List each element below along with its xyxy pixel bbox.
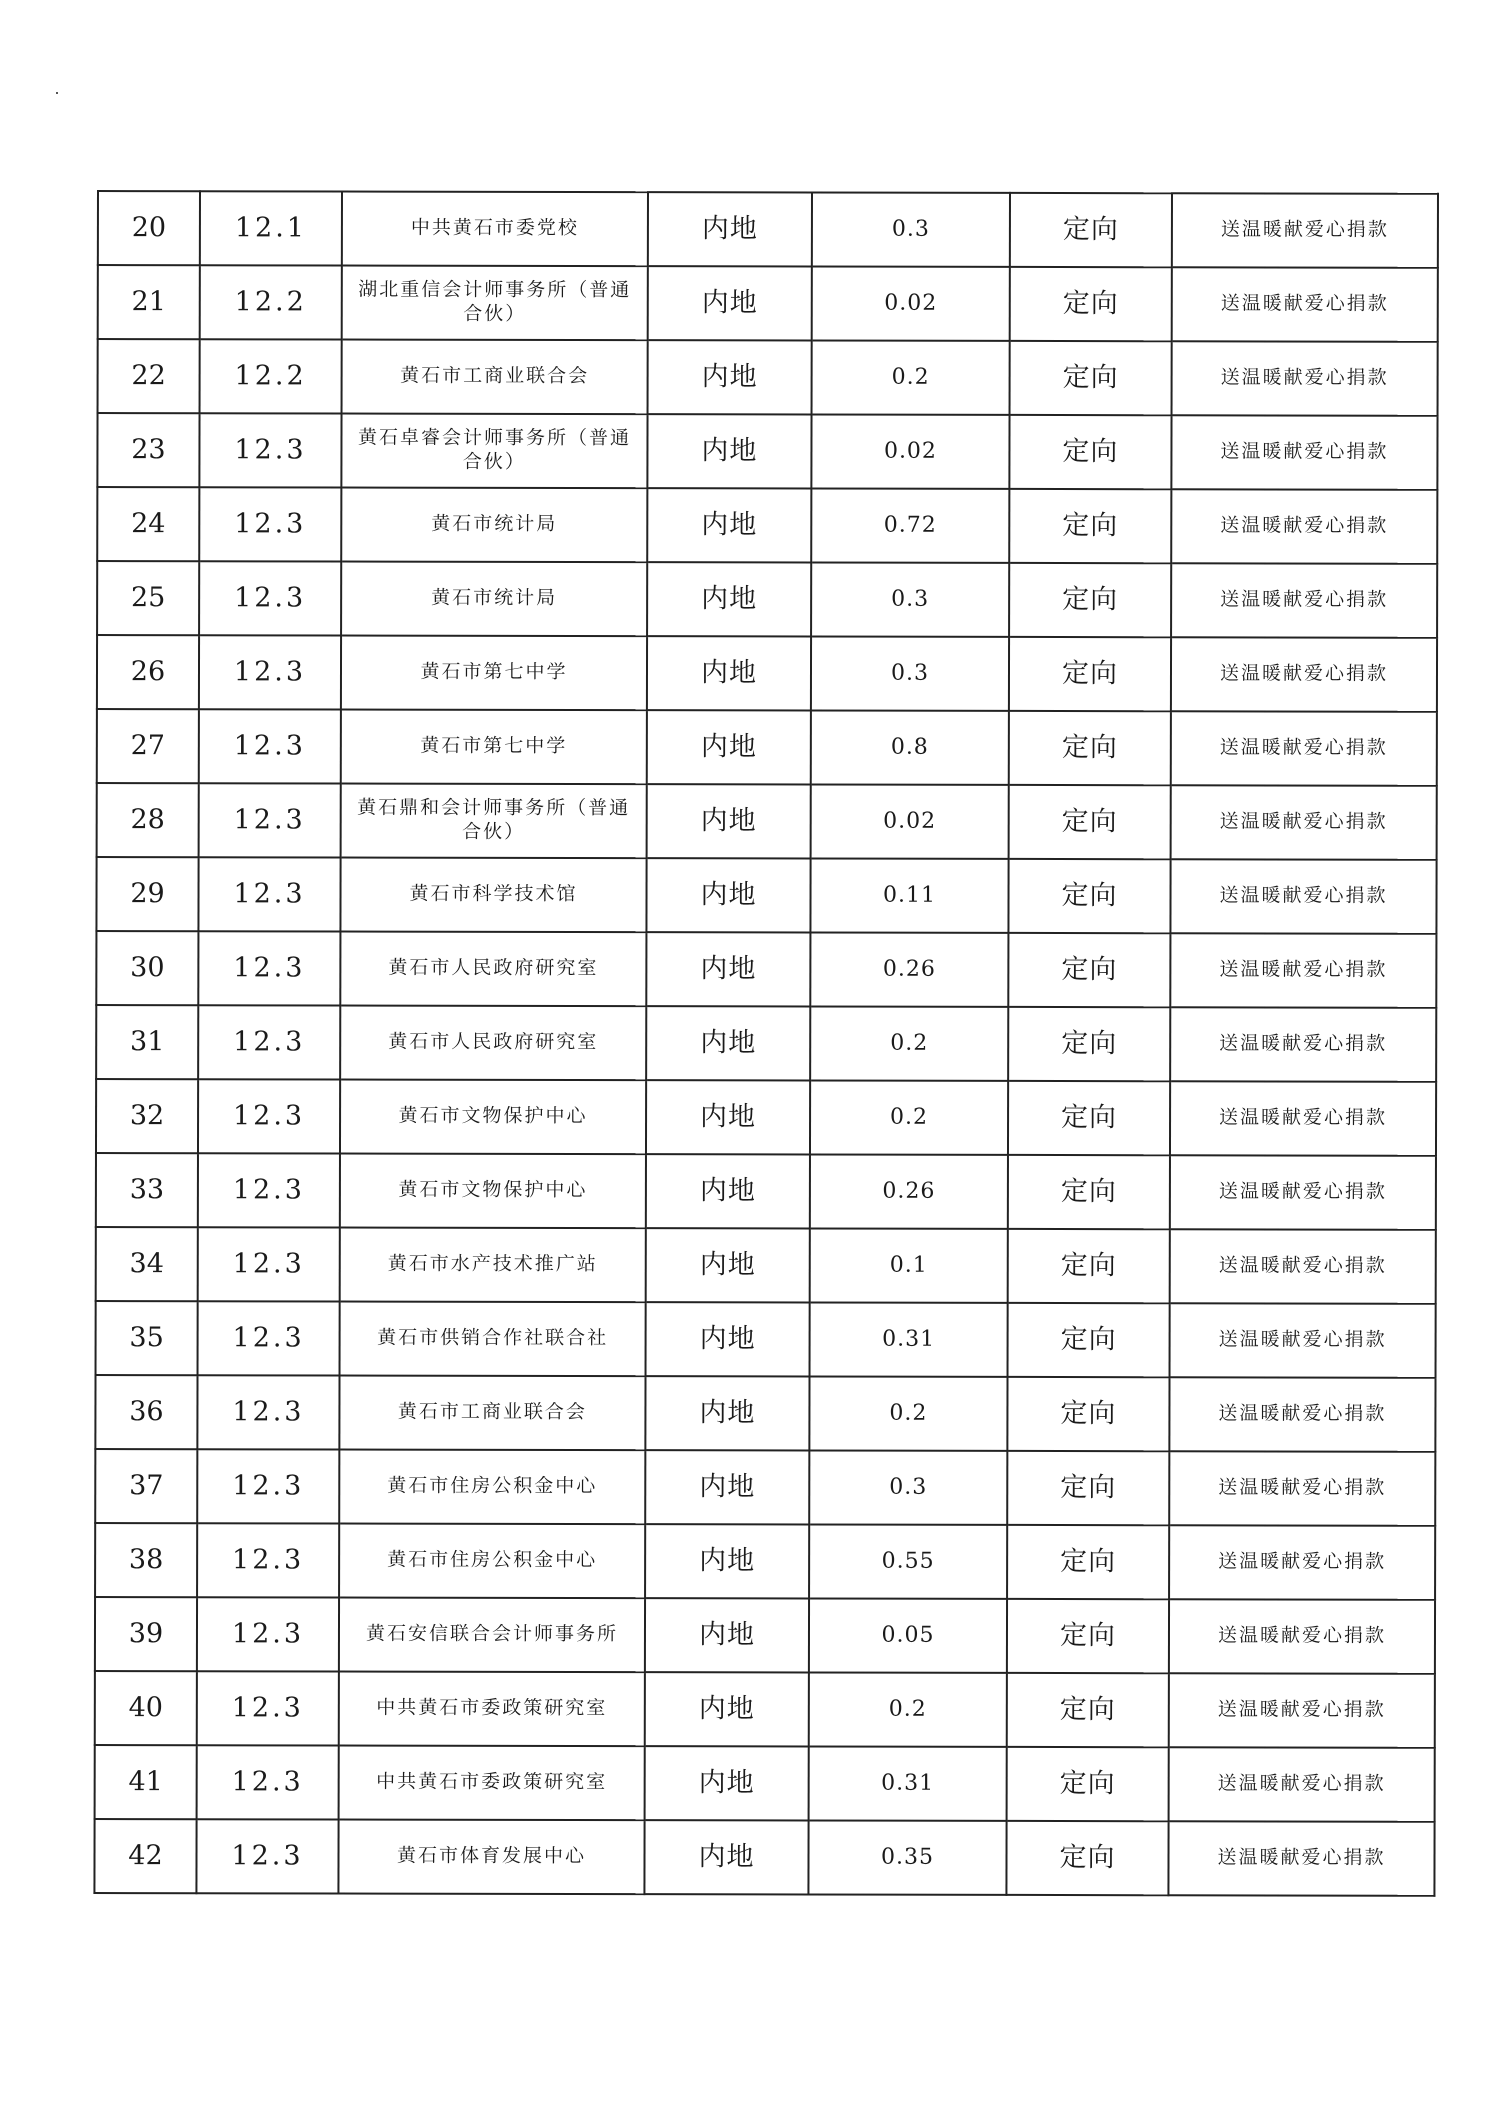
table-row xyxy=(97,709,1437,786)
scan-speck xyxy=(56,92,58,94)
donor-name: 黄石市供销合作社联合社 xyxy=(340,1302,646,1377)
donation-date: 12.3 xyxy=(199,709,341,783)
row-number: 29 xyxy=(96,857,198,931)
table-row xyxy=(96,1005,1436,1082)
donation-amount: 0.11 xyxy=(810,858,1008,932)
donor-region: 内地 xyxy=(646,1154,810,1228)
donor-name: 黄石鼎和会计师事务所（普通合伙） xyxy=(341,784,647,859)
donation-type: 定向 xyxy=(1008,1007,1170,1081)
donation-purpose: 送温暖献爱心捐款 xyxy=(1171,637,1437,712)
table-row xyxy=(94,1819,1434,1896)
donation-type: 定向 xyxy=(1008,1303,1170,1377)
table-row xyxy=(97,561,1437,638)
donor-region: 内地 xyxy=(645,1672,809,1746)
donor-name: 黄石市第七中学 xyxy=(341,710,647,785)
donation-date: 12.3 xyxy=(199,487,341,561)
donation-purpose: 送温暖献爱心捐款 xyxy=(1169,1599,1435,1674)
row-number: 35 xyxy=(96,1301,198,1375)
row-number: 22 xyxy=(98,339,200,413)
donor-region: 内地 xyxy=(646,858,810,932)
donation-type: 定向 xyxy=(1008,1081,1170,1155)
donation-type: 定向 xyxy=(1007,1525,1169,1599)
donation-amount: 0.2 xyxy=(810,1080,1008,1154)
table-row xyxy=(96,1301,1436,1378)
donation-amount: 0.3 xyxy=(809,1450,1007,1524)
donation-purpose: 送温暖献爱心捐款 xyxy=(1171,711,1437,786)
donation-amount: 0.02 xyxy=(811,414,1009,488)
donor-region: 内地 xyxy=(647,562,811,636)
donation-type: 定向 xyxy=(1009,563,1171,637)
donor-name: 黄石市科学技术馆 xyxy=(340,858,646,933)
donation-purpose: 送温暖献爱心捐款 xyxy=(1170,859,1436,934)
donor-name: 黄石卓睿会计师事务所（普通合伙） xyxy=(341,414,647,489)
donation-type: 定向 xyxy=(1008,1229,1170,1303)
donor-region: 内地 xyxy=(646,932,810,1006)
table-row xyxy=(96,1153,1436,1230)
donation-date: 12.3 xyxy=(199,561,341,635)
row-number: 32 xyxy=(96,1079,198,1153)
donation-amount: 0.2 xyxy=(812,340,1010,414)
donation-type: 定向 xyxy=(1007,1673,1169,1747)
table-row xyxy=(96,1227,1436,1304)
donation-type: 定向 xyxy=(1008,859,1170,933)
donation-type: 定向 xyxy=(1010,193,1172,267)
donation-purpose: 送温暖献爱心捐款 xyxy=(1168,1821,1434,1896)
donor-region: 内地 xyxy=(646,1228,810,1302)
donation-purpose: 送温暖献爱心捐款 xyxy=(1169,1377,1435,1452)
donation-purpose: 送温暖献爱心捐款 xyxy=(1172,193,1438,268)
donation-amount: 0.02 xyxy=(812,266,1010,340)
row-number: 42 xyxy=(94,1819,196,1893)
donation-purpose: 送温暖献爱心捐款 xyxy=(1171,785,1437,860)
donor-region: 内地 xyxy=(645,1524,809,1598)
donation-amount: 0.26 xyxy=(810,1154,1008,1228)
table-row xyxy=(95,1375,1435,1452)
donation-purpose: 送温暖献爱心捐款 xyxy=(1172,267,1438,342)
donor-region: 内地 xyxy=(647,784,811,858)
donation-purpose: 送温暖献爱心捐款 xyxy=(1172,341,1438,416)
donor-region: 内地 xyxy=(647,414,811,488)
donation-date: 12.1 xyxy=(200,191,342,265)
donation-type: 定向 xyxy=(1008,1155,1170,1229)
donation-type: 定向 xyxy=(1009,415,1171,489)
donor-name: 黄石市文物保护中心 xyxy=(340,1080,646,1155)
donation-amount: 0.26 xyxy=(810,932,1008,1006)
donation-type: 定向 xyxy=(1007,1599,1169,1673)
donation-type: 定向 xyxy=(1010,341,1172,415)
donor-name: 黄石市工商业联合会 xyxy=(339,1376,645,1451)
donation-type: 定向 xyxy=(1007,1377,1169,1451)
donor-region: 内地 xyxy=(648,266,812,340)
table-row xyxy=(97,487,1437,564)
donation-date: 12.3 xyxy=(198,1005,340,1079)
donation-amount: 0.3 xyxy=(811,562,1009,636)
donation-amount: 0.2 xyxy=(809,1672,1007,1746)
row-number: 24 xyxy=(97,487,199,561)
donor-name: 黄石市水产技术推广站 xyxy=(340,1228,646,1303)
row-number: 30 xyxy=(96,931,198,1005)
donor-name: 黄石市住房公积金中心 xyxy=(339,1450,645,1525)
donor-name: 中共黄石市委政策研究室 xyxy=(339,1746,645,1821)
donation-date: 12.3 xyxy=(198,1079,340,1153)
row-number: 41 xyxy=(95,1745,197,1819)
donation-date: 12.3 xyxy=(197,1597,339,1671)
row-number: 23 xyxy=(97,413,199,487)
donation-amount: 0.05 xyxy=(809,1598,1007,1672)
donor-region: 内地 xyxy=(646,1080,810,1154)
donor-region: 内地 xyxy=(647,636,811,710)
row-number: 26 xyxy=(97,635,199,709)
donor-name: 黄石市人民政府研究室 xyxy=(340,1006,646,1081)
row-number: 39 xyxy=(95,1597,197,1671)
donation-purpose: 送温暖献爱心捐款 xyxy=(1171,489,1437,564)
donor-region: 内地 xyxy=(646,1302,810,1376)
donation-date: 12.3 xyxy=(197,1745,339,1819)
donor-name: 黄石市文物保护中心 xyxy=(340,1154,646,1229)
donation-type: 定向 xyxy=(1009,711,1171,785)
donor-name: 黄石安信联合会计师事务所 xyxy=(339,1598,645,1673)
row-number: 37 xyxy=(95,1449,197,1523)
donor-region: 内地 xyxy=(648,340,812,414)
donor-region: 内地 xyxy=(645,1450,809,1524)
donation-purpose: 送温暖献爱心捐款 xyxy=(1170,933,1436,1008)
donation-table xyxy=(93,190,1439,1897)
donor-region: 内地 xyxy=(647,710,811,784)
table-row xyxy=(98,191,1438,268)
donation-date: 12.3 xyxy=(197,1671,339,1745)
donation-purpose: 送温暖献爱心捐款 xyxy=(1170,1155,1436,1230)
donation-purpose: 送温暖献爱心捐款 xyxy=(1169,1673,1435,1748)
table-row xyxy=(95,1449,1435,1526)
row-number: 25 xyxy=(97,561,199,635)
table-row xyxy=(97,635,1437,712)
donation-purpose: 送温暖献爱心捐款 xyxy=(1170,1007,1436,1082)
donation-amount: 0.31 xyxy=(809,1746,1007,1820)
table-row xyxy=(98,265,1438,342)
donation-type: 定向 xyxy=(1006,1821,1168,1895)
donation-amount: 0.2 xyxy=(809,1376,1007,1450)
donor-region: 内地 xyxy=(646,1006,810,1080)
donor-region: 内地 xyxy=(644,1820,808,1894)
donor-name: 中共黄石市委政策研究室 xyxy=(339,1672,645,1747)
row-number: 38 xyxy=(95,1523,197,1597)
donation-amount: 0.8 xyxy=(811,710,1009,784)
donor-name: 湖北重信会计师事务所（普通合伙） xyxy=(342,266,648,341)
table-row xyxy=(95,1671,1435,1748)
donor-name: 黄石市工商业联合会 xyxy=(342,340,648,415)
donor-name: 黄石市体育发展中心 xyxy=(338,1820,644,1895)
donation-date: 12.3 xyxy=(198,1153,340,1227)
table-row xyxy=(95,1745,1435,1822)
donation-amount: 0.35 xyxy=(808,1820,1006,1894)
table-row xyxy=(97,413,1437,490)
row-number: 21 xyxy=(98,265,200,339)
donation-purpose: 送温暖献爱心捐款 xyxy=(1169,1747,1435,1822)
donation-amount: 0.72 xyxy=(811,488,1009,562)
donation-type: 定向 xyxy=(1009,637,1171,711)
donation-purpose: 送温暖献爱心捐款 xyxy=(1170,1229,1436,1304)
donor-name: 黄石市住房公积金中心 xyxy=(339,1524,645,1599)
table-row xyxy=(95,1523,1435,1600)
donation-purpose: 送温暖献爱心捐款 xyxy=(1169,1451,1435,1526)
donation-date: 12.3 xyxy=(199,413,341,487)
donor-name: 黄石市统计局 xyxy=(341,562,647,637)
table-row xyxy=(95,1597,1435,1674)
donation-purpose: 送温暖献爱心捐款 xyxy=(1170,1303,1436,1378)
donation-type: 定向 xyxy=(1007,1451,1169,1525)
donation-type: 定向 xyxy=(1009,489,1171,563)
donation-purpose: 送温暖献爱心捐款 xyxy=(1170,1081,1436,1156)
donation-date: 12.2 xyxy=(200,339,342,413)
row-number: 36 xyxy=(95,1375,197,1449)
donation-amount: 0.02 xyxy=(811,784,1009,858)
row-number: 33 xyxy=(96,1153,198,1227)
table-row xyxy=(98,339,1438,416)
donor-region: 内地 xyxy=(645,1598,809,1672)
donation-amount: 0.3 xyxy=(811,636,1009,710)
donation-date: 12.3 xyxy=(197,1449,339,1523)
donation-date: 12.3 xyxy=(197,1375,339,1449)
row-number: 31 xyxy=(96,1005,198,1079)
donation-date: 12.3 xyxy=(198,931,340,1005)
donation-date: 12.3 xyxy=(197,1523,339,1597)
donation-date: 12.3 xyxy=(198,1301,340,1375)
row-number: 27 xyxy=(97,709,199,783)
donation-date: 12.2 xyxy=(200,265,342,339)
donation-purpose: 送温暖献爱心捐款 xyxy=(1171,563,1437,638)
donor-region: 内地 xyxy=(648,192,812,266)
donor-region: 内地 xyxy=(645,1376,809,1450)
row-number: 20 xyxy=(98,191,200,265)
donation-type: 定向 xyxy=(1007,1747,1169,1821)
donation-amount: 0.1 xyxy=(810,1228,1008,1302)
donation-purpose: 送温暖献爱心捐款 xyxy=(1169,1525,1435,1600)
donation-date: 12.3 xyxy=(199,783,341,857)
donor-name: 中共黄石市委党校 xyxy=(342,192,648,267)
donor-region: 内地 xyxy=(647,488,811,562)
row-number: 40 xyxy=(95,1671,197,1745)
donation-type: 定向 xyxy=(1008,933,1170,1007)
table-row xyxy=(96,857,1436,934)
donation-purpose: 送温暖献爱心捐款 xyxy=(1171,415,1437,490)
donor-region: 内地 xyxy=(645,1746,809,1820)
donation-date: 12.3 xyxy=(199,635,341,709)
donation-amount: 0.2 xyxy=(810,1006,1008,1080)
donation-type: 定向 xyxy=(1009,785,1171,859)
donation-amount: 0.31 xyxy=(810,1302,1008,1376)
donation-amount: 0.55 xyxy=(809,1524,1007,1598)
donor-name: 黄石市统计局 xyxy=(341,488,647,563)
table-row xyxy=(96,931,1436,1008)
donation-date: 12.3 xyxy=(198,1227,340,1301)
donor-name: 黄石市人民政府研究室 xyxy=(340,932,646,1007)
table-row xyxy=(96,1079,1436,1156)
donor-name: 黄石市第七中学 xyxy=(341,636,647,711)
row-number: 34 xyxy=(96,1227,198,1301)
table-row xyxy=(97,783,1437,860)
donation-table-body xyxy=(94,191,1438,1896)
row-number: 28 xyxy=(97,783,199,857)
donation-date: 12.3 xyxy=(198,857,340,931)
donation-type: 定向 xyxy=(1010,267,1172,341)
donation-date: 12.3 xyxy=(196,1819,338,1893)
donation-amount: 0.3 xyxy=(812,192,1010,266)
